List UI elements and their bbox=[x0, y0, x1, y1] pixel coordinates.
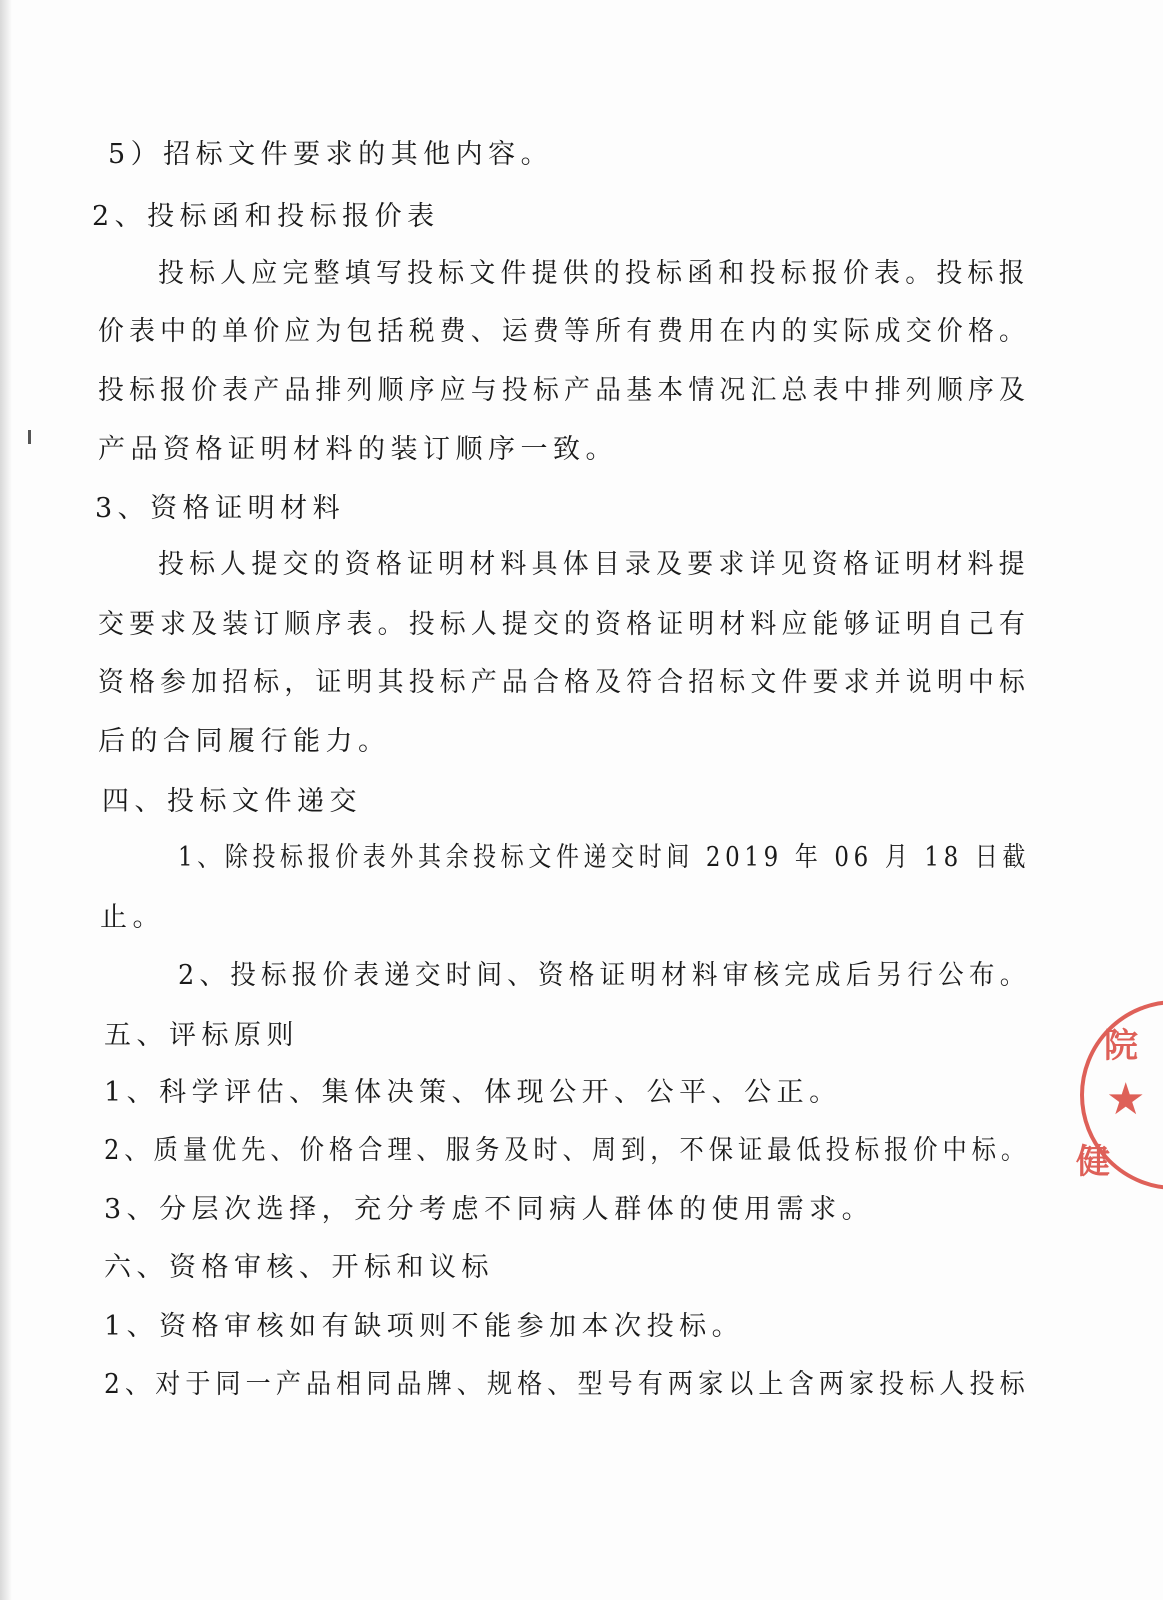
text-line-15: 2、投标报价表递交时间、资格证明材料审核完成后另行公布。 bbox=[178, 960, 1031, 991]
margin-mark bbox=[28, 430, 31, 444]
text-line-11: 后的合同履行能力。 bbox=[98, 726, 391, 757]
text-line-21: 1、资格审核如有缺项则不能参加本次投标。 bbox=[104, 1311, 745, 1342]
text-line-14: 止。 bbox=[100, 902, 165, 933]
text-line-9: 交要求及装订顺序表。投标人提交的资格证明材料应能够证明自己有 bbox=[98, 609, 1031, 640]
seal-char-1: 院 bbox=[1104, 1026, 1138, 1066]
text-line-17: 1、科学评估、集体决策、体现公开、公平、公正。 bbox=[104, 1077, 842, 1108]
text-line-10: 资格参加招标，证明其投标产品合格及符合招标文件要求并说明中标 bbox=[98, 667, 1031, 698]
section-heading-evaluation: 五、评标原则 bbox=[104, 1020, 299, 1051]
page-edge-shadow bbox=[0, 0, 12, 1600]
red-seal bbox=[1076, 1000, 1163, 1190]
text-line-18: 2、质量优先、价格合理、服务及时、周到，不保证最低投标报价中标。 bbox=[104, 1135, 1031, 1166]
text-line-5: 投标报价表产品排列顺序应与投标产品基本情况汇总表中排列顺序及 bbox=[98, 375, 1031, 406]
text-line-6: 产品资格证明材料的装订顺序一致。 bbox=[98, 434, 618, 465]
section-heading-review: 六、资格审核、开标和议标 bbox=[104, 1252, 494, 1283]
text-line-13: 1、除投标报价表外其余投标文件递交时间 2019 年 06 月 18 日截 bbox=[178, 842, 1031, 873]
seal-char-2: 健 bbox=[1076, 1142, 1110, 1182]
text-line-1: 5）招标文件要求的其他内容。 bbox=[108, 139, 554, 170]
section-heading-submission: 四、投标文件递交 bbox=[102, 786, 362, 817]
text-line-19: 3、分层次选择，充分考虑不同病人群体的使用需求。 bbox=[104, 1194, 875, 1225]
text-line-3: 投标人应完整填写投标文件提供的投标函和投标报价表。投标报 bbox=[158, 258, 1030, 289]
text-line-8: 投标人提交的资格证明材料具体目录及要求详见资格证明材料提 bbox=[158, 549, 1030, 580]
section-heading-bid-letter: 2、投标函和投标报价表 bbox=[92, 201, 440, 232]
text-line-4: 价表中的单价应为包括税费、运费等所有费用在内的实际成交价格。 bbox=[98, 316, 1031, 347]
text-line-22: 2、对于同一产品相同品牌、规格、型号有两家以上含两家投标人投标 bbox=[104, 1369, 1030, 1400]
seal-star-icon: ★ bbox=[1106, 1074, 1146, 1125]
section-heading-qualification: 3、资格证明材料 bbox=[95, 493, 346, 524]
